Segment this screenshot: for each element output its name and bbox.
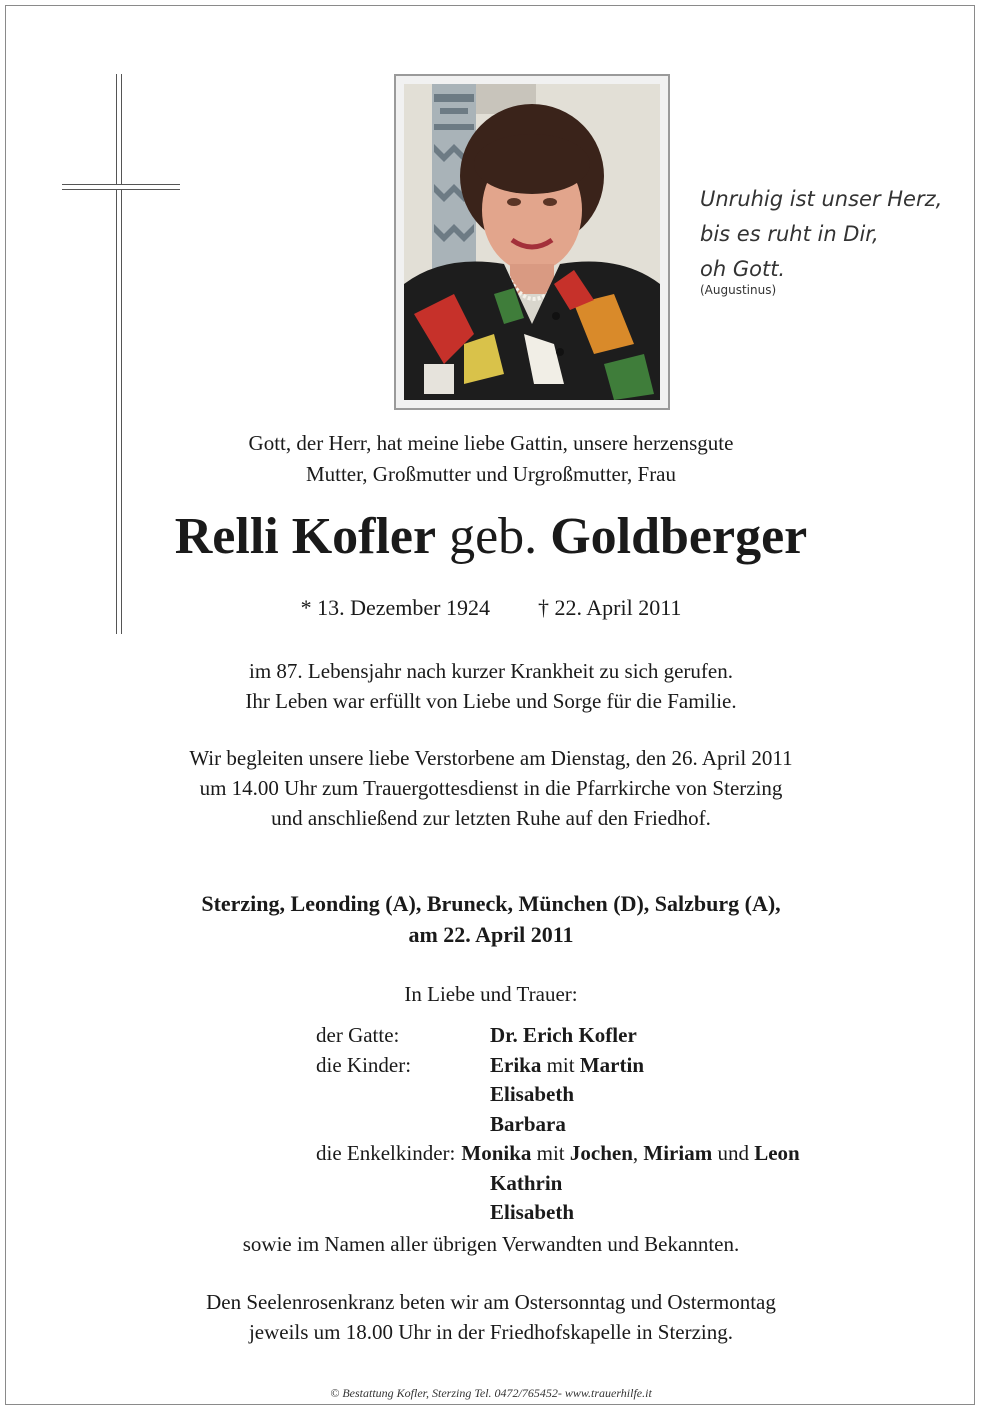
mourning-heading: In Liebe und Trauer: xyxy=(404,982,578,1006)
family-name: Erika xyxy=(490,1052,542,1077)
funeral-text: Wir begleiten unsere liebe Verstorbene am Dienstag, den 26. April 2011 um 14.00 Uhr zum Trauergottesdienst in die Pfarrkirche von Sterzing und anschließend zur letzten Ruhe auf den Friedhof. xyxy=(189,746,793,830)
quote-line: bis es ruht in Dir, xyxy=(700,222,879,246)
family-row: die Kinder: Erika mit Martin xyxy=(316,1051,800,1081)
portrait-photo xyxy=(404,84,660,400)
name-maiden: Goldberger xyxy=(550,508,808,565)
quote-line: oh Gott. xyxy=(700,257,786,281)
family-name: Leon xyxy=(754,1141,800,1165)
family-name: Miriam xyxy=(643,1141,713,1165)
family-name: Monika xyxy=(461,1141,532,1165)
portrait-frame xyxy=(394,74,670,410)
family-name: Elisabeth xyxy=(490,1200,575,1224)
family-name: Kathrin xyxy=(490,1170,563,1195)
family-row xyxy=(316,1198,800,1228)
relatives-text: sowie im Namen aller übrigen Verwandten und Bekannten. xyxy=(242,1232,740,1256)
rosary-text: Den Seelenrosenkranz beten wir am Ostersonntag und Ostermontag jeweils um 18.00 Uhr in der Friedhofskapelle in Sterzing. xyxy=(206,1290,776,1344)
places-text: Sterzing, Leonding (A), Bruneck, München (D), Salzburg (A), am 22. April 2011 xyxy=(201,891,781,947)
family-name: Jochen xyxy=(569,1141,633,1165)
family-row: die Enkelkinder: Monika mit Jochen, Miriam und Leon xyxy=(316,1139,800,1169)
deceased-name xyxy=(0,502,982,572)
intro-text: Gott, der Herr, hat meine liebe Gattin, unsere herzensgute Mutter, Großmutter und Urgroßmutter, Frau xyxy=(248,431,734,486)
family-row xyxy=(316,1080,800,1110)
relation-label: die Kinder: xyxy=(316,1052,412,1077)
family-row xyxy=(316,1021,800,1051)
family-name: Elisabeth xyxy=(490,1082,575,1106)
family-list xyxy=(316,1021,800,1228)
quote-author: (Augustinus) xyxy=(700,283,777,297)
birth-date: * 13. Dezember 1924 xyxy=(300,595,490,620)
family-name: Martin xyxy=(579,1052,645,1077)
death-date: † 22. April 2011 xyxy=(537,595,682,620)
name-full: Relli Kofler xyxy=(174,508,437,565)
footer-credit: © Bestattung Kofler, Sterzing Tel. 0472/765452- www.trauerhilfe.it xyxy=(330,1386,652,1400)
family-row xyxy=(316,1110,800,1140)
relation-label: die Enkelkinder: xyxy=(316,1141,456,1165)
life-dates xyxy=(0,592,982,624)
epitaph-quote xyxy=(700,182,960,297)
relation-label: der Gatte: xyxy=(316,1023,400,1047)
family-row xyxy=(316,1169,800,1199)
family-name: Dr. Erich Kofler xyxy=(490,1023,637,1047)
name-geb: geb. xyxy=(449,508,538,565)
life-text: im 87. Lebensjahr nach kurzer Krankheit zu sich gerufen. Ihr Leben war erfüllt von Liebe und Sorge für die Familie. xyxy=(245,659,737,713)
family-name: Barbara xyxy=(490,1111,566,1136)
quote-line: Unruhig ist unser Herz, xyxy=(700,187,943,211)
